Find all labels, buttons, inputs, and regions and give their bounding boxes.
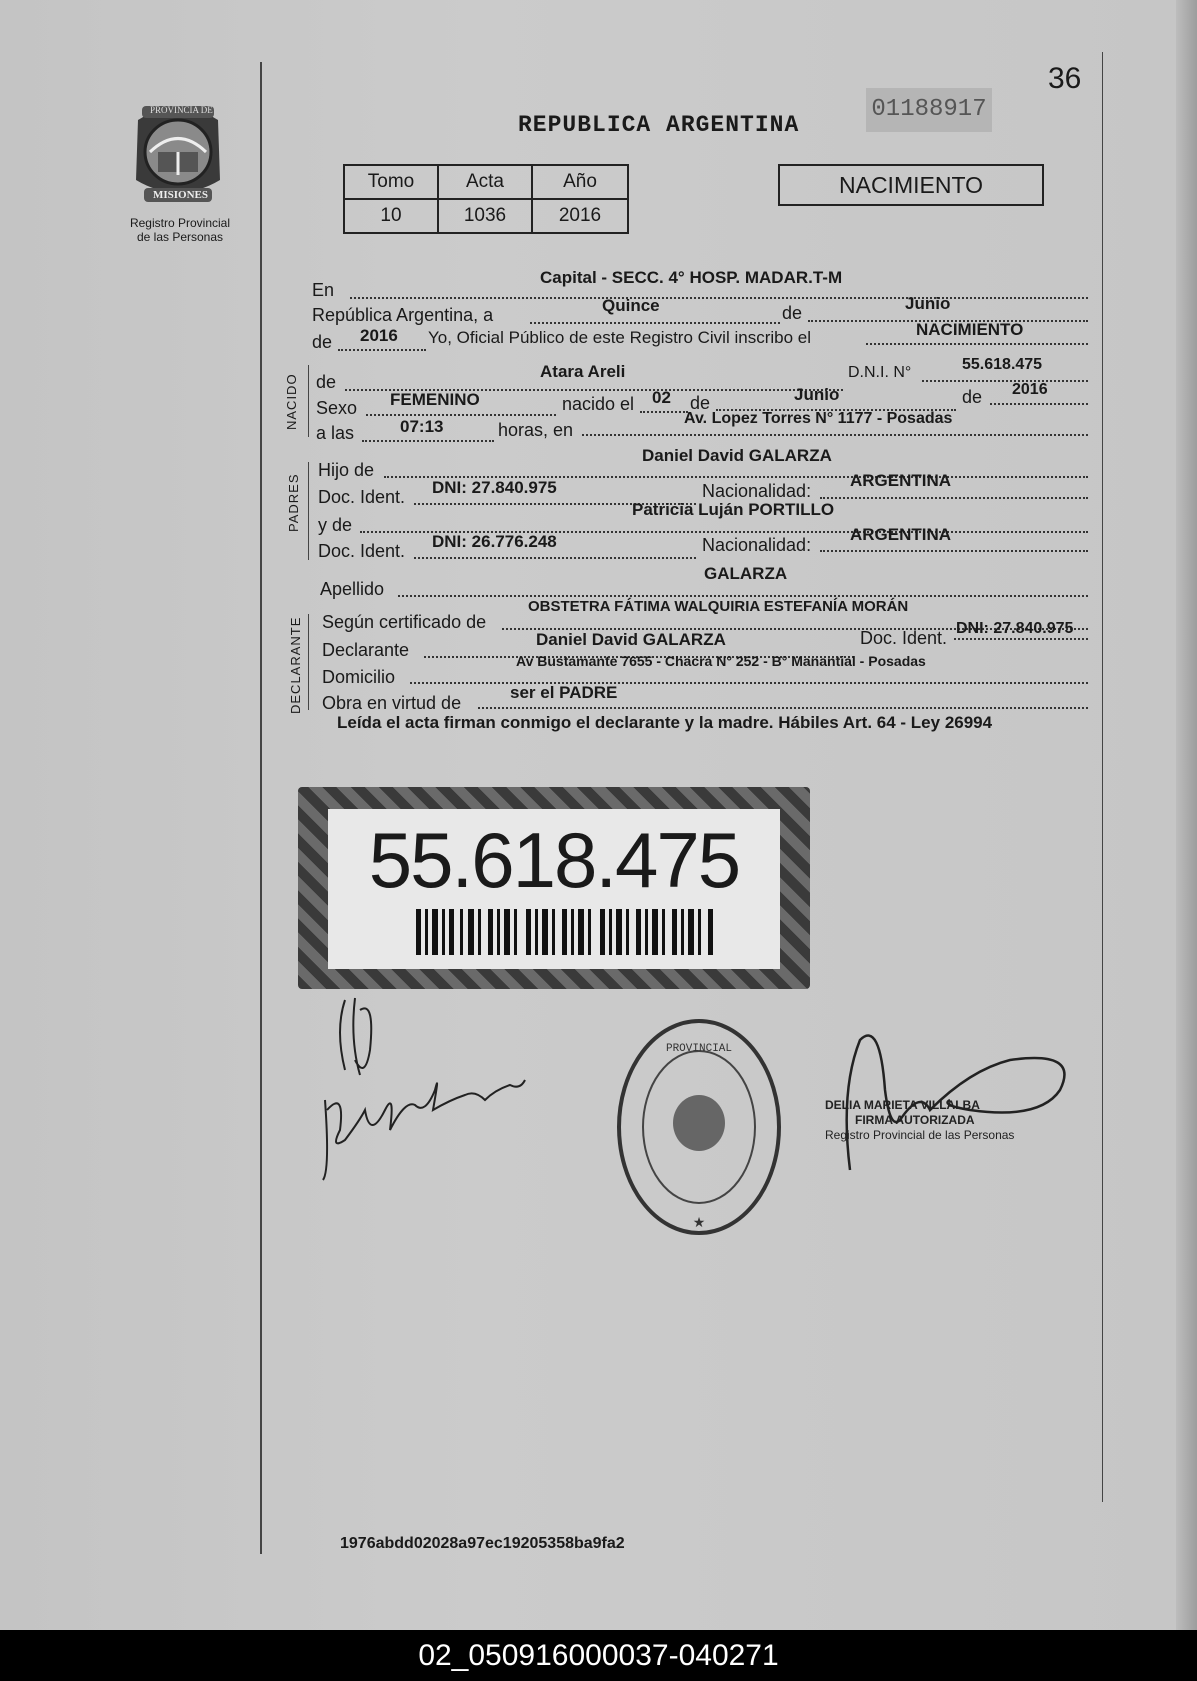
father-nationality: ARGENTINA [850,471,952,490]
apellido-value: GALARZA [704,564,788,583]
born-year: 2016 [1012,381,1048,398]
tomo-value: 10 [344,199,438,233]
tomo-header: Tomo [344,165,438,199]
mother-nationality: ARGENTINA [850,525,952,544]
acta-value: 1036 [438,199,532,233]
hijo-label: Hijo de [318,460,375,480]
nacido-de-label: de [316,372,337,392]
logo-caption-line1: Registro Provincial [129,216,231,230]
declarante-name: Daniel David GALARZA [536,630,726,649]
officer-name: DELIA MARIETA VILLALBA [825,1098,980,1112]
mother-doc: DNI: 26.776.248 [432,532,557,551]
born-label: nacido el [562,394,635,414]
born-day-dots [640,411,688,413]
father-doc-label: Doc. Ident. [318,487,406,507]
serial-stamp: 01188917 [866,88,992,132]
year-value: 2016 [360,326,398,345]
day-value: Quince [602,296,660,315]
republic-label: República Argentina, a [312,305,494,325]
dni-sticker-number: 55.618.475 [368,816,740,904]
logo-caption [110,216,250,244]
obra-label: Obra en virtud de [322,693,462,713]
page-edge-shadow [1176,0,1197,1630]
nacido-bracket [308,365,309,437]
dni-label: D.N.I. N° [848,364,912,381]
act-word-value: NACIMIENTO [916,320,1024,339]
footer-bar [0,1630,1197,1681]
acta-header: Acta [438,165,532,199]
time-dots [362,440,494,442]
declarante-doc-dots [954,638,1088,640]
declarante-bracket [308,614,309,710]
mother-handwritten-signature [315,990,545,1190]
registry-seal-icon [614,1015,784,1240]
officer-text: Yo, Oficial Público de este Registro Civil inscribo el [428,328,811,347]
declarante-doc: DNI: 27.840.975 [956,620,1074,637]
padres-section-label: PADRES [286,473,301,532]
svg-text:PROVINCIAL: PROVINCIAL [665,1043,733,1055]
right-margin-line [1102,52,1103,1502]
registry-table-header-row [344,165,628,199]
father-doc: DNI: 27.840.975 [432,478,557,497]
cert-label: Según certificado de [322,612,487,632]
officer-role: FIRMA AUTORIZADA [855,1113,975,1127]
born-year-dots [990,403,1088,405]
sex-value: FEMENINO [390,390,480,409]
cert-value: OBSTETRA FÁTIMA WALQUIRIA ESTEFANÍA MORÁN [528,598,909,615]
closing-text: Leída el acta firman conmigo el declarante y la madre. Hábiles Art. 64 - Ley 26994 [337,713,993,732]
mother-nationality-dots [820,550,1088,552]
registry-table [343,164,629,234]
sex-label: Sexo [316,398,358,418]
child-dni: 55.618.475 [962,356,1043,373]
logo-caption-line2: de las Personas [136,230,224,244]
mother-name: Patricia Luján PORTILLO [632,500,835,519]
dni-sticker [298,787,810,989]
nacido-section-label: NACIDO [284,373,299,430]
born-day: 02 [652,388,671,407]
time-value: 07:13 [400,417,444,436]
mother-nationality-label: Nacionalidad: [702,535,812,555]
act-word-dots [866,343,1088,345]
declarante-doc-label: Doc. Ident. [860,628,948,648]
officer-org: Registro Provincial de las Personas [825,1128,1015,1142]
footer-code: 02_050916000037-040271 [418,1639,779,1672]
de-label: de [782,303,803,323]
birth-address: Av. Lopez Torres N° 1177 - Posadas [684,410,953,427]
sex-dots [366,414,556,416]
logo-bottom-text: MISIONES [153,189,209,201]
document-hash: 1976abdd02028a97ec19205358ba9fa2 [340,1535,625,1552]
left-margin-line [260,62,262,1554]
place-value: Capital - SECC. 4° HOSP. MADAR.T-M [540,268,843,287]
mother-doc-label: Doc. Ident. [318,541,406,561]
anio-value: 2016 [532,199,628,233]
domicilio-value: Av Bustamante 7655 - Chacra N° 252 - B° Manantial - Posadas [516,653,926,669]
address-dots [582,434,1088,436]
father-name: Daniel David GALARZA [642,446,832,465]
obra-dots [478,707,1088,709]
year-dots [338,349,426,351]
padres-bracket [308,462,309,560]
country-title: REPUBLICA ARGENTINA [518,112,800,138]
day-dots [530,322,780,324]
domicilio-label: Domicilio [322,667,396,687]
y-de-label: y de [318,515,353,535]
page-number: 36 [1048,62,1082,95]
month-value: Junio [905,294,951,313]
year-label: de [312,332,333,352]
declarante-label: Declarante [322,640,410,660]
obra-value: ser el PADRE [510,683,618,702]
apellido-label: Apellido [320,579,385,599]
born-de-label-2: de [962,387,983,407]
barcode-icon [416,909,716,955]
act-type-box: NACIMIENTO [778,164,1044,206]
declarante-section-label: DECLARANTE [288,616,303,714]
born-de-label: de [690,393,711,413]
svg-text:★: ★ [692,1214,706,1230]
apellido-dots [398,595,1088,597]
father-nationality-label: Nacionalidad: [702,481,812,501]
hours-label: horas, en [498,420,574,440]
father-nationality-dots [820,497,1088,499]
child-name: Atara Areli [540,362,626,381]
time-label: a las [316,423,355,443]
logo-top-text: PROVINCIA DE [150,105,213,115]
en-label: En [312,280,335,300]
mother-doc-dots [414,557,696,559]
officer-stamp [825,1098,1014,1143]
dni-sticker-label [328,809,780,969]
place-dots [350,297,1088,299]
born-month: Junio [794,385,840,404]
anio-header: Año [532,165,628,199]
dni-dots [922,380,1088,382]
registry-table-value-row [344,199,628,233]
